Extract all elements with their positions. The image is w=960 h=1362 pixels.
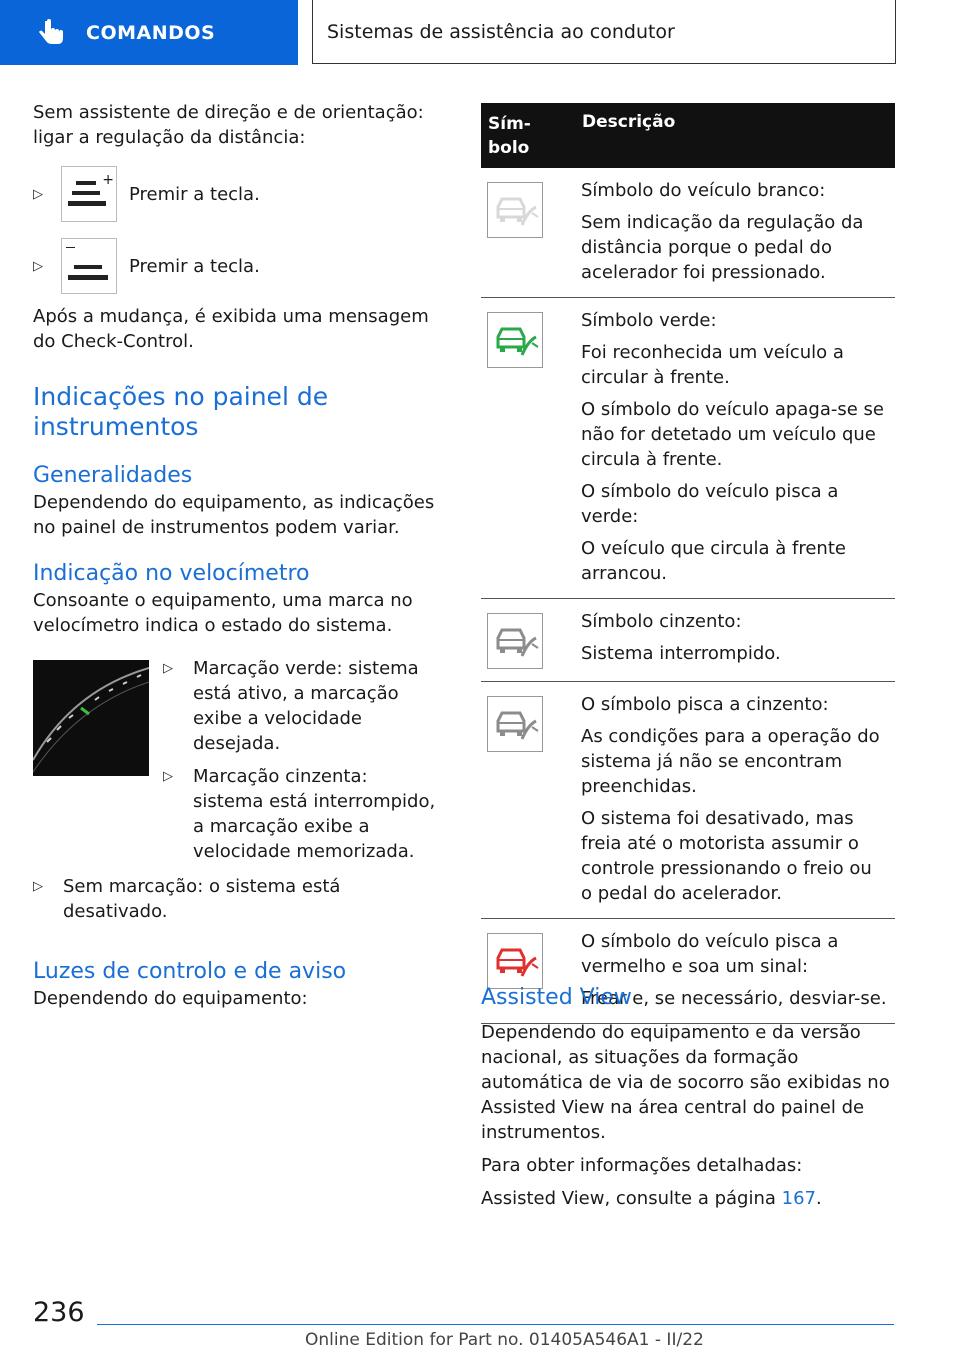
key1-text: Premir a tecla. bbox=[129, 183, 260, 205]
row-description: Foi reconhecida um veículo a circular à frente. bbox=[581, 342, 844, 388]
bullet-triangle-icon: ▷ bbox=[163, 769, 173, 784]
list-item bbox=[163, 656, 443, 756]
row-description: Símbolo verde: bbox=[581, 310, 717, 331]
table-row bbox=[481, 599, 895, 682]
page-link[interactable]: 167 bbox=[781, 1188, 816, 1209]
page-number: 236 bbox=[33, 1297, 85, 1328]
lights-text: Dependendo do equipamento: bbox=[33, 988, 308, 1009]
row-description: Símbolo cinzento: bbox=[581, 611, 742, 632]
distance-minus-key-icon bbox=[61, 238, 117, 294]
key-row-minus bbox=[33, 238, 443, 294]
row-description: Sistema interrompido. bbox=[581, 643, 781, 664]
section-label: COMANDOS bbox=[86, 21, 216, 44]
bullet-grey-text: Marcação cinzenta: sistema está interrompido, a marcação exibe a velocidade memorizada. bbox=[193, 766, 436, 862]
chapter-title: Sistemas de assistência ao condutor bbox=[327, 20, 675, 43]
bullet-triangle-icon: ▷ bbox=[33, 258, 43, 274]
intro-text: Sem assistente de direção e de orientação: ligar a regulação da distância: bbox=[33, 102, 424, 148]
details-text: Para obter informações detalhadas: bbox=[481, 1155, 803, 1176]
bullet-triangle-icon: ▷ bbox=[33, 186, 43, 202]
row-description: As condições para a operação do sistema já não se encontram preenchidas. bbox=[581, 726, 880, 797]
heading-lights: Luzes de controlo e de aviso bbox=[33, 959, 347, 984]
list-item bbox=[33, 874, 443, 924]
table-row bbox=[481, 682, 895, 919]
vehicle-green-icon bbox=[487, 312, 543, 368]
bullet-triangle-icon: ▷ bbox=[163, 661, 173, 676]
row-description: Símbolo do veículo branco: bbox=[581, 180, 826, 201]
table-header bbox=[481, 103, 895, 168]
reference-text: Assisted View, consulte a página 167. bbox=[481, 1188, 822, 1209]
col-desc-header: Descrição bbox=[582, 112, 676, 132]
vehicle-grey-blink-icon bbox=[487, 696, 543, 752]
speedo-row bbox=[33, 660, 443, 864]
table-row bbox=[481, 168, 895, 298]
right-column bbox=[481, 984, 891, 1211]
row-description: Sem indicação da regulação da distância porque o pedal do acelerador foi pressionado. bbox=[581, 212, 864, 283]
footer-divider bbox=[97, 1324, 894, 1325]
bullet-off-text: Sem marcação: o sistema está desativado. bbox=[63, 876, 341, 922]
heading-assisted-view: Assisted View bbox=[481, 985, 632, 1010]
section-tab[interactable] bbox=[0, 0, 298, 65]
speedometer-image bbox=[33, 660, 149, 776]
key2-text: Premir a tecla. bbox=[129, 255, 260, 277]
bullet-green-text: Marcação verde: sistema está ativo, a marcação exibe a velocidade desejada. bbox=[193, 658, 419, 754]
key-row-plus bbox=[33, 166, 443, 222]
after-text: Após a mudança, é exibida uma mensagem do Check-Control. bbox=[33, 306, 429, 352]
symbol-table bbox=[481, 103, 895, 1024]
row-description: O símbolo do veículo apaga-se se não for detetado um veículo que circula à frente. bbox=[581, 399, 884, 470]
list-item bbox=[163, 764, 443, 864]
assisted-text: Dependendo do equipamento e da versão nacional, as situações da formação automática de via de socorro são exibidas no Assisted View na área central do painel de instrumentos. bbox=[481, 1022, 890, 1143]
heading-speedo: Indicação no velocímetro bbox=[33, 561, 310, 586]
hand-pointer-icon bbox=[36, 17, 68, 49]
vehicle-red-icon bbox=[487, 933, 543, 989]
speedo-text: Consoante o equipamento, uma marca no velocímetro indica o estado do sistema. bbox=[33, 590, 413, 636]
chapter-header bbox=[312, 0, 896, 64]
heading-general: Generalidades bbox=[33, 463, 193, 488]
left-column bbox=[33, 100, 443, 1011]
col-symbol-header: Sím- bolo bbox=[488, 114, 531, 158]
row-description: O símbolo do veículo pisca a vermelho e soa um sinal: bbox=[581, 931, 839, 977]
heading-instruments: Indicações no painel de instrumentos bbox=[33, 382, 329, 441]
table-row bbox=[481, 298, 895, 599]
row-description: O símbolo pisca a cinzento: bbox=[581, 694, 829, 715]
row-description: O sistema foi desativado, mas freia até o motorista assumir o controle pressionando o freio ou o pedal do acelerador. bbox=[581, 808, 872, 904]
bullet-triangle-icon: ▷ bbox=[33, 879, 43, 894]
vehicle-white-icon bbox=[487, 182, 543, 238]
distance-plus-key-icon: + bbox=[61, 166, 117, 222]
row-description: O veículo que circula à frente arrancou. bbox=[581, 538, 846, 584]
vehicle-grey-icon bbox=[487, 613, 543, 669]
edition-text: Online Edition for Part no. 01405A546A1 - II/22 bbox=[305, 1330, 704, 1350]
row-description: Frear e, se necessário, desviar-se. bbox=[581, 988, 887, 1009]
general-text: Dependendo do equipamento, as indicações no painel de instrumentos podem variar. bbox=[33, 492, 435, 538]
row-description: O símbolo do veículo pisca a verde: bbox=[581, 481, 839, 527]
